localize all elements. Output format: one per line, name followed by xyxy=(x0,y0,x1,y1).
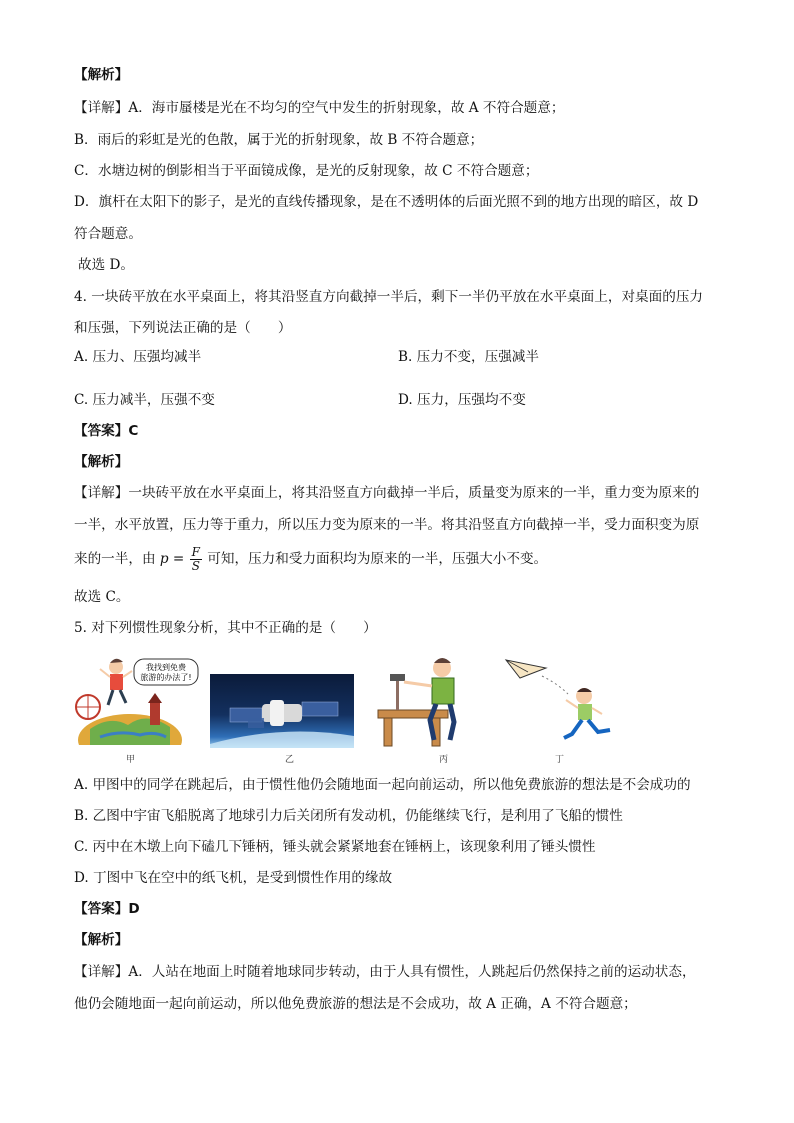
q5-option-a: A. 甲图中的同学在跳起后，由于惯性他仍会随地面一起向前运动，所以他免费旅游的想法是不会成功的 xyxy=(74,777,691,793)
q4-choice: 故选 C。 xyxy=(74,589,130,605)
q5-stem: 5. 对下列惯性现象分析，其中不正确的是（ ） xyxy=(74,620,377,636)
q3-detail-b: B．雨后的彩虹是光的色散，属于光的折射现象，故 B 不符合题意； xyxy=(74,132,484,148)
caption-ding: 丁 xyxy=(555,755,565,765)
q4-option-c: C. 压力减半，压强不变 xyxy=(74,392,215,408)
q5-option-d: D. 丁图中飞在空中的纸飞机，是受到惯性作用的缘故 xyxy=(74,870,393,886)
caption-jia: 甲 xyxy=(126,755,136,765)
q4-option-a: A. 压力、压强均减半 xyxy=(74,349,202,365)
q4-answer: 【答案】C xyxy=(74,423,139,439)
caption-bing: 丙 xyxy=(439,755,449,765)
speech-bubble-line1: 我找到免费 xyxy=(146,663,186,672)
q3-detail-d-line2: 符合题意。 xyxy=(74,226,142,242)
q3-analysis-tag: 【解析】 xyxy=(74,67,129,83)
illustration-yi-spacecraft xyxy=(210,674,354,748)
illustration-jia-free-travel xyxy=(70,645,202,745)
caption-yi: 乙 xyxy=(285,755,295,765)
q5-answer: 【答案】D xyxy=(74,901,140,917)
q4-stem-line2: 和压强，下列说法正确的是（ ） xyxy=(74,320,292,336)
q4-detail-line2: 一半，水平放置，压力等于重力，所以压力变为原来的一半。将其沿竖直方向截掉一半，受力面积变为原 xyxy=(74,517,700,533)
q5-analysis-tag: 【解析】 xyxy=(74,932,129,948)
q4-option-b: B. 压力不变，压强减半 xyxy=(398,349,539,365)
illustration-ding-paper-plane xyxy=(498,650,620,748)
q4-option-d: D. 压力，压强均不变 xyxy=(398,392,526,408)
formula-numerator: F xyxy=(191,545,200,559)
spacecraft-icon xyxy=(210,674,354,748)
q3-detail-c: C．水塘边树的倒影相当于平面镜成像，是光的反射现象，故 C 不符合题意； xyxy=(74,163,539,179)
q5-detail-line1: 【详解】A．人站在地面上时随着地球同步转动，由于人具有惯性，人跳起后仍然保持之前的运动状态， xyxy=(74,964,696,980)
q3-detail-d-line1: D．旗杆在太阳下的影子，是光的直线传播现象，是在不透明体的后面光照不到的地方出现的暗区，故 D xyxy=(74,194,699,210)
speech-bubble-line2: 旅游的办法了! xyxy=(140,673,192,682)
formula-denominator: S xyxy=(191,559,200,573)
illustration-bing-hammer xyxy=(372,648,476,748)
q5-detail-line2: 他仍会随地面一起向前运动，所以他免费旅游的想法是不会成功，故 A 正确，A 不符合题意； xyxy=(74,996,637,1012)
pressure-formula-fraction xyxy=(190,546,202,573)
q5-option-b: B. 乙图中宇宙飞船脱离了地球引力后关闭所有发动机，仍能继续飞行，是利用了飞船的惯性 xyxy=(74,808,623,824)
q5-option-c: C. 丙中在木墩上向下磕几下锤柄，锤头就会紧紧地套在锤柄上，该现象利用了锤头惯性 xyxy=(74,839,596,855)
paper-plane-boy-icon xyxy=(498,650,620,748)
q3-detail-a: 【详解】A．海市蜃楼是光在不均匀的空气中发生的折射现象，故 A 不符合题意； xyxy=(74,100,565,116)
q4-detail-line3-post: 可知，压力和受力面积均为原来的一半，压强大小不变。 xyxy=(207,551,548,567)
q4-detail-line3-pre: 来的一半，由 xyxy=(74,551,156,567)
formula-p: p xyxy=(159,551,169,567)
earth-jumping-boy-icon xyxy=(70,645,202,745)
q4-stem-line1: 4. 一块砖平放在水平桌面上，将其沿竖直方向截掉一半后，剩下一半仍平放在水平桌面上，对桌面的压力 xyxy=(74,289,704,305)
q3-choice: 故选 D。 xyxy=(78,257,135,273)
formula-equals: = xyxy=(172,551,185,567)
man-hammer-icon xyxy=(372,648,476,748)
q4-analysis-tag: 【解析】 xyxy=(74,454,129,470)
q4-detail-line3 xyxy=(74,541,547,577)
q4-detail-line1: 【详解】一块砖平放在水平桌面上，将其沿竖直方向截掉一半后，质量变为原来的一半，重力变为原来的 xyxy=(74,485,700,501)
